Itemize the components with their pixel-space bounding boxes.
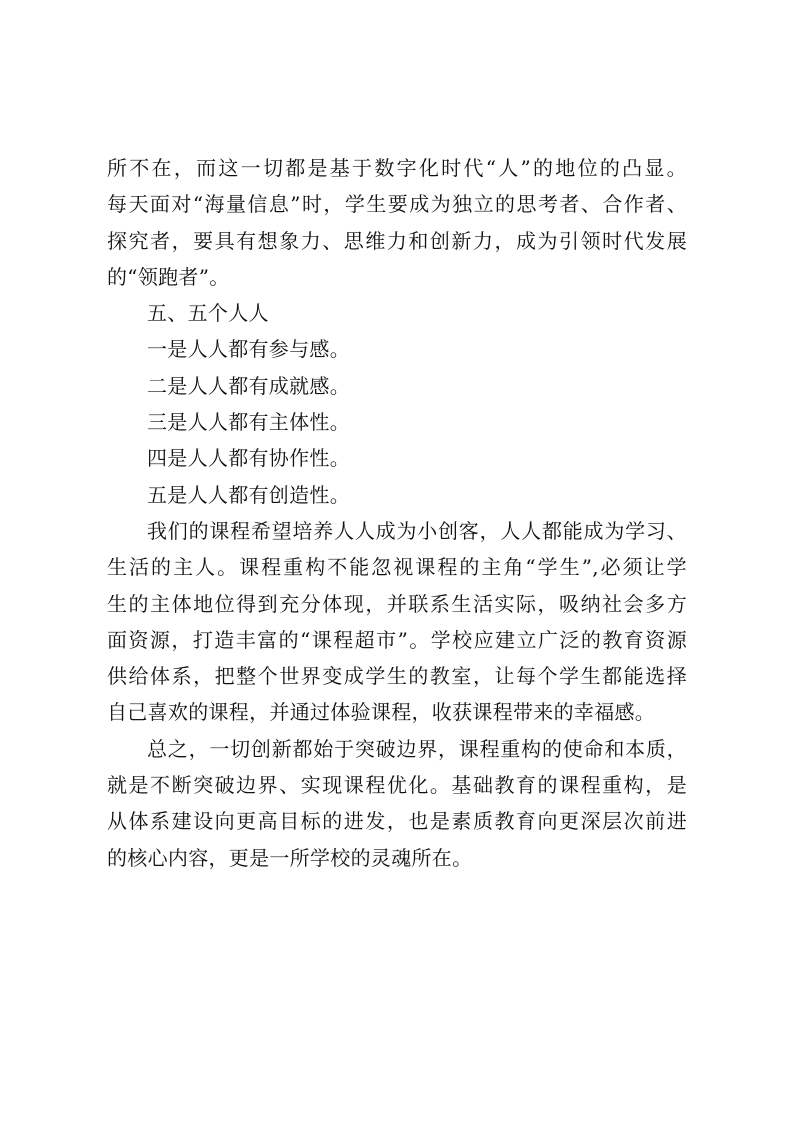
text-line: 从体系建设向更高目标的进发，也是素质教育向更深层次前进 — [107, 809, 687, 834]
document-body — [107, 150, 687, 876]
section-heading-text: 五、五个人人 — [147, 301, 269, 326]
paragraph-creators — [107, 513, 687, 731]
list-item — [107, 331, 687, 367]
list-item-text: 五是人人都有创造性。 — [147, 482, 350, 507]
text-line: 的核心内容，更是一所学校的灵魂所在。 — [107, 845, 473, 870]
text-line: 总之，一切创新都始于突破边界，课程重构的使命和本质， — [147, 736, 687, 761]
text-line: 面资源，打造丰富的“课程超市”。学校应建立广泛的教育资源 — [107, 627, 687, 652]
list-item — [107, 404, 687, 440]
text-line: 所不在，而这一切都是基于数字化时代“人”的地位的凸显。 — [107, 156, 687, 180]
paragraph-continuation — [107, 150, 687, 295]
text-line: 生活的主人。课程重构不能忽视课程的主角“学生”,必须让学 — [107, 555, 687, 580]
paragraph-conclusion — [107, 731, 687, 876]
list-item-text: 一是人人都有参与感。 — [147, 337, 350, 362]
text-line: 每天面对“海量信息”时，学生要成为独立的思考者、合作者、 — [107, 192, 687, 217]
list-item-text: 三是人人都有主体性。 — [147, 410, 350, 435]
text-line: 的“领跑者”。 — [107, 264, 230, 289]
text-line: 供给体系，把整个世界变成学生的教室，让每个学生都能选择 — [107, 664, 687, 689]
section-heading — [107, 295, 687, 331]
text-line: 生的主体地位得到充分体现，并联系生活实际，吸纳社会多方 — [107, 591, 687, 616]
text-line: 我们的课程希望培养人人成为小创客，人人都能成为学习、 — [147, 518, 687, 543]
list-item-text: 二是人人都有成就感。 — [147, 373, 350, 398]
list-item — [107, 368, 687, 404]
list-item-text: 四是人人都有协作性。 — [147, 446, 350, 471]
text-line: 探究者，要具有想象力、思维力和创新力，成为引领时代发展 — [107, 228, 687, 253]
list-item — [107, 440, 687, 476]
text-line: 就是不断突破边界、实现课程优化。基础教育的课程重构，是 — [107, 773, 687, 798]
text-line: 自己喜欢的课程，并通过体验课程，收获课程带来的幸福感。 — [107, 700, 656, 725]
list-item — [107, 477, 687, 513]
